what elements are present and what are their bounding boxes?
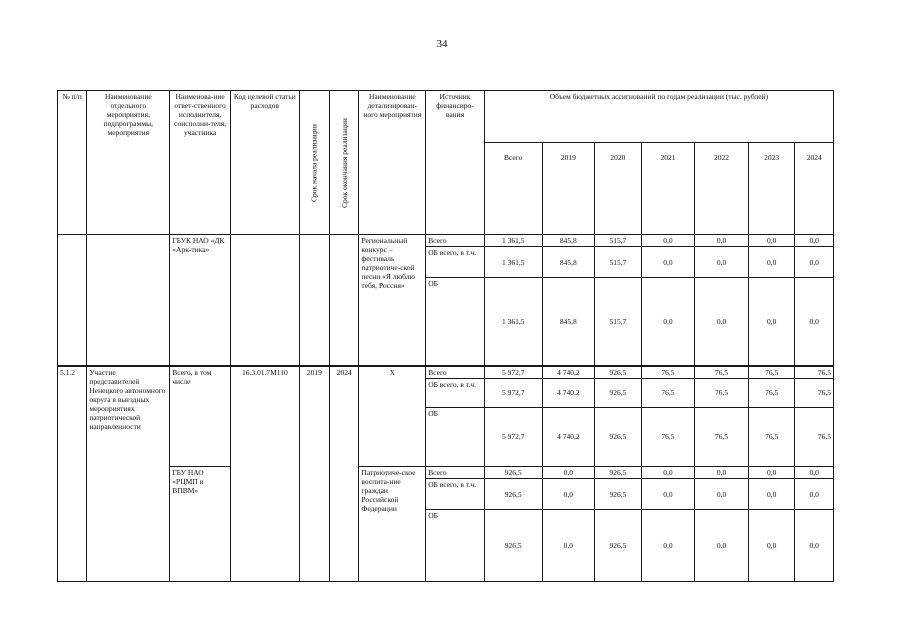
cell-code (230, 235, 299, 366)
cell-detail: Патриотиче-ское воспита-ние граждан Российской Федерации (359, 467, 426, 582)
cell-value: 0,0 (748, 278, 795, 366)
cell-value: 0,0 (795, 247, 834, 278)
cell-detail: Х (359, 366, 426, 467)
header-volume: Объем бюджетных ассигнований по годам реализации (тыс. рублей) (484, 91, 833, 143)
cell-value: 0,0 (695, 467, 749, 479)
cell-executor: Всего, в том числе (170, 366, 231, 467)
header-year-total: Всего (484, 143, 542, 235)
cell-value: 515,7 (595, 235, 642, 247)
header-year-2021: 2021 (641, 143, 695, 235)
cell-start (299, 235, 329, 366)
cell-value: 1 361,5 (484, 235, 542, 247)
cell-value: 4 740,2 (542, 407, 595, 466)
cell-value: 0,0 (641, 278, 695, 366)
cell-value: 76,5 (641, 366, 695, 379)
cell-name (87, 235, 170, 366)
cell-value: 76,5 (795, 366, 834, 379)
cell-value: 0,0 (542, 510, 595, 582)
cell-value: 0,0 (748, 467, 795, 479)
cell-value: 845,8 (542, 235, 595, 247)
cell-value: 0,0 (641, 467, 695, 479)
cell-value: 515,7 (595, 247, 642, 278)
header-end: Срок окончания реализации (330, 91, 359, 235)
cell-value: 0,0 (641, 510, 695, 582)
cell-value: 5 972,7 (484, 366, 542, 379)
cell-value: 926,5 (484, 479, 542, 510)
cell-code: 16.3.01.7М110 (230, 366, 299, 582)
cell-source: ОБ всего, в т.ч. (426, 479, 485, 510)
header-detail: Наименование детализирован-ного мероприятия (359, 91, 426, 235)
cell-value: 0,0 (748, 247, 795, 278)
cell-value: 0,0 (695, 510, 749, 582)
header-start: Срок начала реализации (299, 91, 329, 235)
cell-value: 0,0 (542, 467, 595, 479)
header-year-2019: 2019 (542, 143, 595, 235)
budget-table (57, 90, 834, 582)
cell-value: 926,5 (595, 479, 642, 510)
cell-value: 845,8 (542, 278, 595, 366)
cell-value: 926,5 (595, 366, 642, 379)
header-executor: Наименова-ние ответ-ственного исполнителя, соисполни-теля, участника (170, 91, 231, 235)
cell-executor: ГБУ НАО «РЦМП и ВПВМ» (170, 467, 231, 582)
cell-value: 0,0 (748, 510, 795, 582)
cell-executor: ГБУК НАО «ДК «Арк-тика» (170, 235, 231, 366)
cell-source: ОБ (426, 407, 485, 466)
cell-value: 0,0 (641, 235, 695, 247)
cell-value: 0,0 (695, 247, 749, 278)
cell-source: Всего (426, 366, 485, 379)
cell-value: 4 740,2 (542, 366, 595, 379)
cell-value: 5 972,7 (484, 407, 542, 466)
cell-value: 0,0 (748, 479, 795, 510)
cell-source: ОБ всего, в т.ч. (426, 379, 485, 408)
cell-value: 0,0 (641, 247, 695, 278)
cell-value: 76,5 (695, 379, 749, 408)
cell-source: Всего (426, 467, 485, 479)
cell-name: Участие представителей Ненецкого автономного округа в выездных мероприятиях патриотической направленности (87, 366, 170, 582)
cell-value: 0,0 (695, 278, 749, 366)
cell-value: 926,5 (484, 467, 542, 479)
cell-value: 845,8 (542, 247, 595, 278)
cell-value: 1 361,5 (484, 278, 542, 366)
table-row (58, 366, 834, 379)
cell-value: 0,0 (641, 479, 695, 510)
header-year-2020: 2020 (595, 143, 642, 235)
page-number: 34 (436, 38, 448, 50)
cell-no: 5.1.2 (58, 366, 87, 582)
header-no: № п/п (58, 91, 87, 235)
header-year-2024: 2024 (795, 143, 834, 235)
cell-value: 76,5 (748, 379, 795, 408)
cell-detail: Региональный конкурс – фестиваль патриотиче-ской песни «Я люблю тебя, Россия» (359, 235, 426, 366)
table-row (58, 467, 834, 479)
cell-value: 515,7 (595, 278, 642, 366)
cell-value: 0,0 (795, 278, 834, 366)
cell-value: 76,5 (795, 407, 834, 466)
cell-end (330, 235, 359, 366)
cell-source: ОБ всего, в т.ч. (426, 247, 485, 278)
header-code: Код целевой статьи расходов (230, 91, 299, 235)
cell-value: 76,5 (641, 407, 695, 466)
cell-value: 926,5 (595, 467, 642, 479)
cell-value: 5 972,7 (484, 379, 542, 408)
cell-value: 1 361,5 (484, 247, 542, 278)
cell-value: 926,5 (484, 510, 542, 582)
cell-value: 926,5 (595, 379, 642, 408)
cell-value: 0,0 (748, 235, 795, 247)
cell-value: 0,0 (795, 479, 834, 510)
cell-source: ОБ (426, 278, 485, 366)
header-year-2023: 2023 (748, 143, 795, 235)
table-row (58, 235, 834, 247)
cell-value: 0,0 (695, 479, 749, 510)
cell-value: 0,0 (795, 510, 834, 582)
cell-source: Всего (426, 235, 485, 247)
cell-value: 76,5 (748, 366, 795, 379)
cell-value: 76,5 (695, 366, 749, 379)
cell-no (58, 235, 87, 366)
cell-value: 926,5 (595, 510, 642, 582)
cell-value: 76,5 (748, 407, 795, 466)
cell-value: 926,5 (595, 407, 642, 466)
cell-value: 76,5 (795, 379, 834, 408)
header-name: Наименование отдельного мероприятия, подпрограммы, мероприятия (87, 91, 170, 235)
cell-end: 2024 (330, 366, 359, 582)
cell-source: ОБ (426, 510, 485, 582)
cell-value: 0,0 (542, 479, 595, 510)
header-year-2022: 2022 (695, 143, 749, 235)
cell-value: 0,0 (795, 235, 834, 247)
cell-value: 0,0 (695, 235, 749, 247)
header-source: Источник финансиро-вания (426, 91, 485, 235)
cell-value: 76,5 (695, 407, 749, 466)
cell-value: 0,0 (795, 467, 834, 479)
cell-value: 4 740,2 (542, 379, 595, 408)
cell-value: 76,5 (641, 379, 695, 408)
cell-start: 2019 (299, 366, 329, 582)
